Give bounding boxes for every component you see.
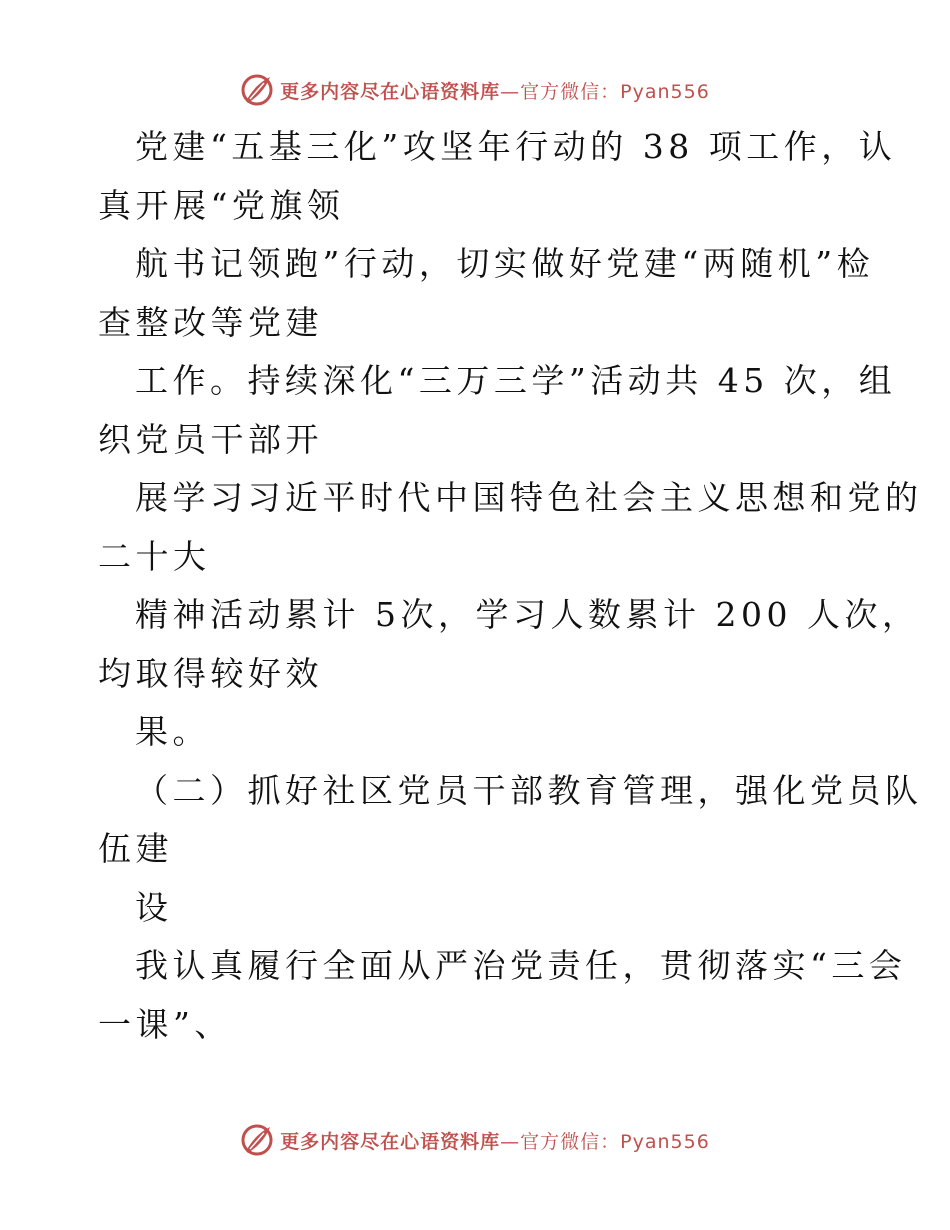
banner-separator: — (500, 1130, 521, 1153)
quill-logo-icon (240, 73, 274, 107)
paragraph-line: 二十大 (98, 536, 211, 576)
banner-separator: — (500, 80, 521, 103)
footer-banner (0, 1120, 950, 1160)
paragraph-line: 伍建 (98, 829, 173, 868)
paragraph-line: 均取得较好效 (98, 653, 323, 693)
paragraph-line: 展学习习近平时代中国特色社会主义思想和党的 (135, 478, 923, 517)
section-heading: （二）抓好社区党员干部教育管理，强化党员队 (135, 770, 923, 810)
document-body (98, 118, 923, 1054)
paragraph-line: 果。 (135, 712, 210, 751)
paragraph-line: 工作。持续深化“三万三学”活动共 45 次，组 (135, 361, 897, 400)
paragraph-line: 党建“五基三化”攻坚年行动的 38 项工作，认 (135, 127, 897, 166)
paragraph-line: 查整改等党建 (98, 302, 323, 342)
header-banner (0, 70, 950, 110)
paragraph-line: 我认真履行全面从严治党责任，贯彻落实“三会 (135, 946, 907, 985)
paragraph-line: 一课”、 (98, 1004, 232, 1044)
paragraph-line: 真开展“党旗领 (98, 185, 345, 225)
banner-text: 更多内容尽在心语资料库 (280, 1130, 501, 1153)
paragraph-line: 航书记领跑”行动，切实做好党建“两随机”检 (135, 244, 875, 283)
banner-text: 更多内容尽在心语资料库 (280, 80, 501, 103)
quill-logo-icon (240, 1123, 274, 1157)
paragraph-line: 精神活动累计 5次，学习人数累计 200 人次， (135, 595, 920, 634)
banner-wechat: 官方微信：Pyan556 (520, 80, 710, 103)
paragraph-line: 设 (135, 887, 173, 927)
banner-wechat: 官方微信：Pyan556 (520, 1130, 710, 1153)
paragraph-line: 织党员干部开 (98, 419, 323, 459)
